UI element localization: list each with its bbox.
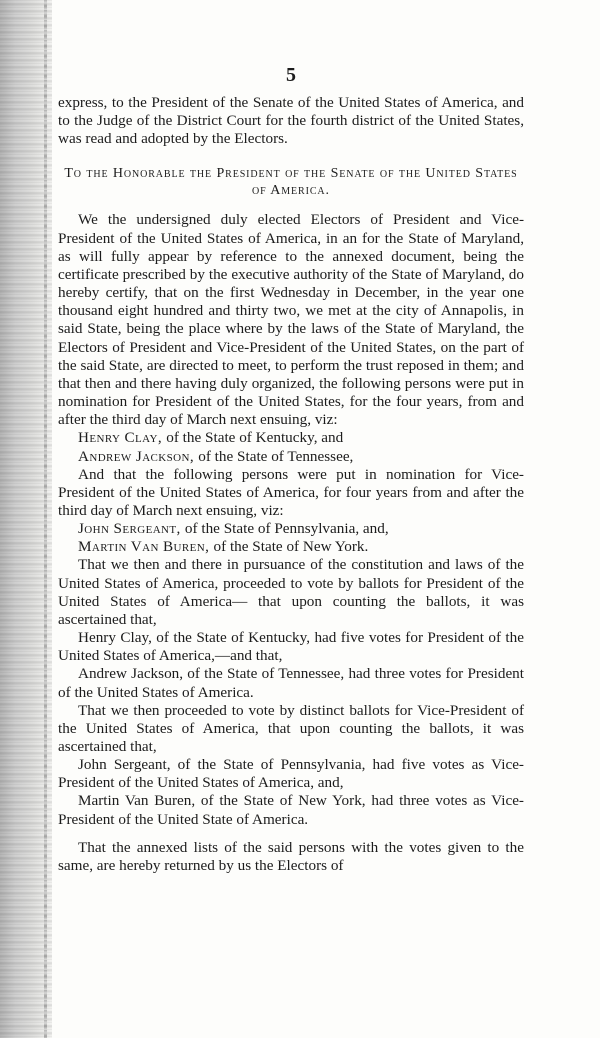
vp-result: Martin Van Buren, of the State of New York, had three votes as Vice-President of the United State of America. <box>58 792 524 828</box>
nominee-name: Andrew Jackson, <box>78 447 195 465</box>
document-page <box>58 62 524 875</box>
nominee-state: of the State of Kentucky, and <box>166 429 344 447</box>
closing-paragraph: That the annexed lists of the said persons with the votes given to the same, are hereby returned by us the Electors of <box>58 838 524 874</box>
paragraph-gap <box>58 829 524 839</box>
nominee-state: of the State of Tennessee, <box>198 447 354 465</box>
vp-nomination-paragraph: And that the following persons were put in nomination for Vice-President of the United States of America, for four years from and after the third day of March next ensuing, viz: <box>58 465 524 519</box>
address-heading: To the Honorable the President of the Senate of the United States of America. <box>64 166 518 199</box>
certificate-paragraph: We the undersigned duly elected Electors of President and Vice-President of the United States of America, in an for the State of Maryland, as will fully appear by reference to the annexed document, being the certificate prescribed by the executive authority of the State of Maryland, do hereby certify, that on the first Wednesday in December, in the year one thousand eight hundred and thirty two, we met at the city of Annapolis, in said State, being the place where by the laws of the State of Maryland, the Electors of President and Vice-President of the United States, on the part of the said State, are directed to meet, to perform the trust reposed in them; and that then and there having duly organized, the following persons were put in nomination for President of the United States, for the four years, from and after the third day of March next ensuing, viz: <box>58 211 524 429</box>
president-vote-paragraph: That we then and there in pursuance of the constitution and laws of the United States of America, proceeded to vote by ballots for President of the United States of America— that upon counting the ballots, it was ascertained that, <box>58 556 524 628</box>
vp-nominee <box>58 520 524 538</box>
president-nominee <box>58 429 524 447</box>
nominee-state: of the State of Pennsylvania, and, <box>184 520 389 538</box>
opening-paragraph: express, to the President of the Senate of the United States of America, and to the Judge of the District Court for the fourth district of the United States, was read and adopted by the Electors. <box>58 94 524 148</box>
page-number: 5 <box>286 64 296 86</box>
nominee-state: of the State of New York. <box>213 538 369 556</box>
president-nominee <box>58 448 524 466</box>
nominee-name: Henry Clay, <box>78 429 163 447</box>
binding-shadow <box>44 0 47 1038</box>
vp-vote-paragraph: That we then proceeded to vote by distinct ballots for Vice-President of the United States of America, that upon counting the ballots, it was ascertained that, <box>58 701 524 755</box>
nominee-name: John Sergeant, <box>78 520 181 538</box>
vp-result: John Sergeant, of the State of Pennsylvania, had five votes as Vice-President of the United States of America, and, <box>58 756 524 792</box>
vp-nominee <box>58 538 524 556</box>
president-result: Andrew Jackson, of the State of Tennessee, had three votes for President of the United States of America. <box>58 665 524 701</box>
nominee-name: Martin Van Buren, <box>78 538 210 556</box>
president-result: Henry Clay, of the State of Kentucky, had five votes for President of the United States of America,—and that, <box>58 629 524 665</box>
